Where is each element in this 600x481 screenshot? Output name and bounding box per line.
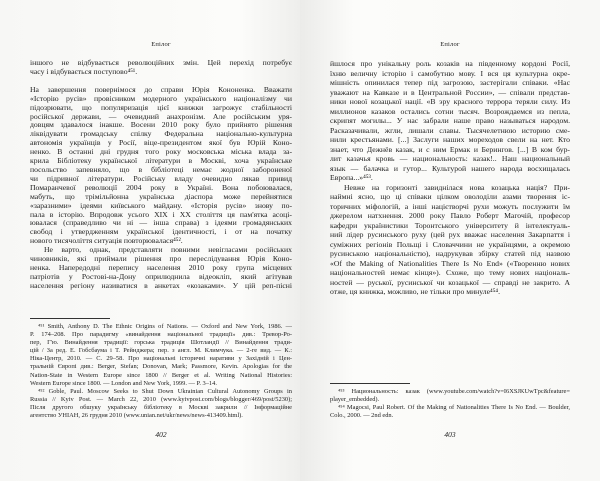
footnote-line: Після другого обшуку українську бібліотеку в Москві закрили // Інформаційне bbox=[30, 403, 292, 411]
text-line: Расказачивали, жгли, лишали славы. Тысячелетнюю историю сме- bbox=[330, 125, 570, 135]
footnote-line: Nation-State in Western Europe since 1800 // Berger et al. Writing National Histories: bbox=[30, 371, 292, 379]
text-line: ненко. В останні дні грудня того року московська міська влада за- bbox=[30, 148, 292, 157]
footnote bbox=[30, 323, 292, 388]
text-line: джерелом натхнення. 2000 року Павло Роберт Магочій, професор bbox=[330, 211, 570, 220]
footnotes bbox=[330, 388, 570, 420]
text-line: мабуть, що трімільйонна українська діаспора може перейнятися bbox=[30, 192, 292, 201]
text-line: Невже на горизонті завиднілася нова козацька нація? При- bbox=[344, 182, 570, 192]
footnote-line: цій / За ред. Е. Гобсбаума і Т. Рейнджера; пер. з англ. М. Климчука. — 2-ге вид. — К.: bbox=[30, 347, 292, 355]
text-line: русинською національністю), надрукував збірку статей під назвою bbox=[330, 249, 570, 258]
text-line: ний лідер русинського руху (цей рух вважає населення Закарпаття і bbox=[330, 230, 570, 239]
footnote-line: P. 174–208. Про парадигму «винайдення національної традиції» див.: Тревор-Ро- bbox=[30, 331, 292, 339]
footnote-line: агентство УНІАН, 26 грудня 2010 (www.unian.net/ukr/news/news-413409.html). bbox=[30, 412, 243, 420]
text-line: «Of the Making of Nationalities There Is No End» («Творенню нових bbox=[330, 258, 570, 268]
right-page bbox=[300, 0, 600, 481]
text-line: торичних міфологій, а інші націєтворчі рухи можуть послужити їм bbox=[330, 201, 570, 211]
footnote-line: Russia // Kyiv Post. — March 22, 2010 (www.kyivpost.com/blogs/blogger/469/post/5230); bbox=[30, 395, 292, 403]
text-line: нили крестьянами. [...] Заслуги наших мореходов свели на нет. Кто bbox=[330, 135, 570, 144]
running-header: Епілог bbox=[440, 41, 460, 48]
text-line: пала в історію. Впродовж усього XIX і XX століття ця пам'ятка асоці- bbox=[30, 210, 292, 219]
footnote-line: Ніка-Центр, 2010. — С. 29–58. Про національні історичні наративи у Західній і Цен- bbox=[30, 355, 292, 363]
text-line: лит казачья кровь — национальность: казак!.. Наш национальный bbox=[330, 154, 570, 163]
footnote-rule bbox=[330, 383, 410, 384]
footnote bbox=[330, 404, 570, 420]
footnote-line: ⁴⁵² Goble, Paul. Moscow Seeks to Shut Down Ukrainian Cultural Autonomy Groups in bbox=[38, 387, 292, 395]
paragraph bbox=[30, 59, 292, 77]
text-line: ненка. Напередодні перепису населення 2010 року група місцевих bbox=[30, 263, 292, 272]
text-line: мішність опинилася тепер під загрозою, застерігали співаки. «Нас bbox=[330, 78, 570, 87]
text-line: кафедри українистики Торонтського університету й інтелектуаль- bbox=[330, 220, 570, 230]
text-line: довцям здавалося інакше. Восени 2010 року було прийнято рішення bbox=[30, 121, 292, 130]
body-text bbox=[330, 59, 570, 297]
text-line: іншого не відбувається революційних змін. Цей перехід потребує bbox=[30, 59, 292, 67]
text-line: йшлося про унікальну роль козаків на південному кордоні Росії, bbox=[330, 59, 570, 68]
text-line: підозрювати, що популяризація цієї книжки загрожує стабільності bbox=[30, 103, 292, 112]
text-line: посольство запевняло, що в бібліотеці немає жодної забороненої bbox=[30, 165, 292, 174]
text-line: «заразними» ідеями київського майдану. «Історія русів» знову по- bbox=[30, 201, 292, 210]
text-line: Не варто, однак, представляти повними невігласами російських bbox=[44, 246, 292, 255]
footnote-line: пер, Г'ю. Винайдення традиції: горська традиція Шотландії // Винайдення тради- bbox=[30, 339, 292, 347]
text-line: національностей немає кінця»). Схоже, що тему нових національ- bbox=[330, 268, 570, 277]
text-line: уважают на Кавказе и в Центральной России», — співали представ- bbox=[330, 87, 570, 97]
footnote-line: ⁴⁵⁴ Magocsi, Paul Robert. Of the Making of Nationalities There Is No End. — Boulder, bbox=[338, 404, 570, 412]
footnotes bbox=[30, 323, 292, 420]
text-line: Европа...»⁴⁵³. bbox=[330, 173, 373, 182]
paragraph bbox=[330, 59, 570, 183]
page-number: 403 bbox=[444, 430, 456, 439]
text-line: суміжних регіонів Польщі і Словаччини не українцями, а окремою bbox=[330, 239, 570, 249]
footnote bbox=[30, 388, 292, 420]
text-line: наймні ясно, що ці співаки цілком оволоділи азами творення іс- bbox=[330, 192, 570, 201]
footnote bbox=[330, 388, 570, 404]
paragraph bbox=[330, 183, 570, 297]
text-line: чиновників, які приймали рішення про переслідування Юрія Коно- bbox=[30, 255, 292, 264]
footnote-line: player_embedded). bbox=[330, 396, 380, 404]
text-line: язык — балачка и гутор... Культурой нашего народа восхищалась bbox=[330, 163, 570, 173]
text-line: знает, что Дежнёв казак, и с ним Ермак и Берингов. [...] В ком бур- bbox=[330, 144, 570, 154]
text-line: ники нової козацької нації. «В эру красного террора теряли силу. Из bbox=[330, 97, 570, 106]
text-line: крила Бібліотеку української літератури в Москві, хоча українське bbox=[30, 157, 292, 166]
running-header: Епілог bbox=[151, 41, 171, 48]
text-line: На завершення повернімося до справи Юрія Кононенка. Вважати bbox=[30, 85, 292, 94]
text-line: скрипят могилы... У нас забрали наше право называться народом. bbox=[330, 116, 570, 125]
text-line: чи підривної літератури. Російську владу очевидно лякав привид bbox=[30, 174, 292, 183]
text-line: ліквідувати громадську спілку Федеральна національно-культурна bbox=[30, 130, 292, 139]
paragraph bbox=[30, 246, 292, 291]
text-line: «Історію русів» провісником модерного українського націоналізму чи bbox=[30, 94, 292, 103]
text-line: отже, ця книжка, можливо, не тільки про минуле⁴⁵⁴. bbox=[330, 287, 501, 296]
page-number: 402 bbox=[155, 430, 167, 439]
text-line: миллионов казаков остались сотни тысяч. Возрождаемся из пепла, bbox=[330, 106, 570, 116]
body-text bbox=[30, 59, 292, 291]
text-line: патріотів у Ростові-на-Дону оприлюднила відеокліп, який агітував bbox=[30, 272, 292, 281]
text-line: свобод і утвердженням української ідентичності, і от на початку bbox=[30, 228, 292, 237]
text-line: часу і відбувається поступово⁴⁵¹. bbox=[30, 67, 138, 76]
text-line: автономія українців у Росії, віце-президентом якої був Юрій Коно- bbox=[30, 139, 292, 148]
footnote-line: ⁴⁵³ Национальность: казак (www.youtube.com/watch?v=I6XSJKUwTpc&feature= bbox=[338, 388, 570, 395]
section-gap bbox=[30, 77, 292, 86]
footnote-line: ⁴⁵¹ Smith, Anthony D. The Ethnic Origins of Nations. — Oxford and New York, 1986. — bbox=[38, 323, 292, 330]
footnote-line: Colo., 2000. — 2nd edn. bbox=[330, 412, 394, 420]
text-line: населення регіону називатися в анкетах «козаками». У цій реп-пісні bbox=[30, 281, 292, 290]
footnote-line: тральній Європі див.: Berger, Stefan; Donovan, Mark; Passmore, Kevin. Apologias for the bbox=[30, 363, 292, 371]
footnote-line: Western Europe since 1800. — London and New York, 1999. — P. 3–14. bbox=[30, 379, 217, 387]
paragraph bbox=[30, 86, 292, 246]
text-line: ювалася (справедливо чи ні — інша справа) з ідеями громадянських bbox=[30, 219, 292, 228]
footnote-rule bbox=[30, 318, 110, 319]
text-line: Помаранчевої революції 2004 року в Україні. Вона побоювалася, bbox=[30, 183, 292, 192]
text-line: нового тисячоліття ситуація повторювалася⁴⁵². bbox=[30, 237, 183, 246]
text-line: їхню величну історію і самобутню мову. І вся ця культурна окре- bbox=[330, 68, 570, 78]
text-line: ностей — руської, русинської чи козацької — справді не закрито. А bbox=[330, 277, 570, 287]
text-line: російської держави, — очевидний анахронізм. Але російським уря- bbox=[30, 112, 292, 121]
